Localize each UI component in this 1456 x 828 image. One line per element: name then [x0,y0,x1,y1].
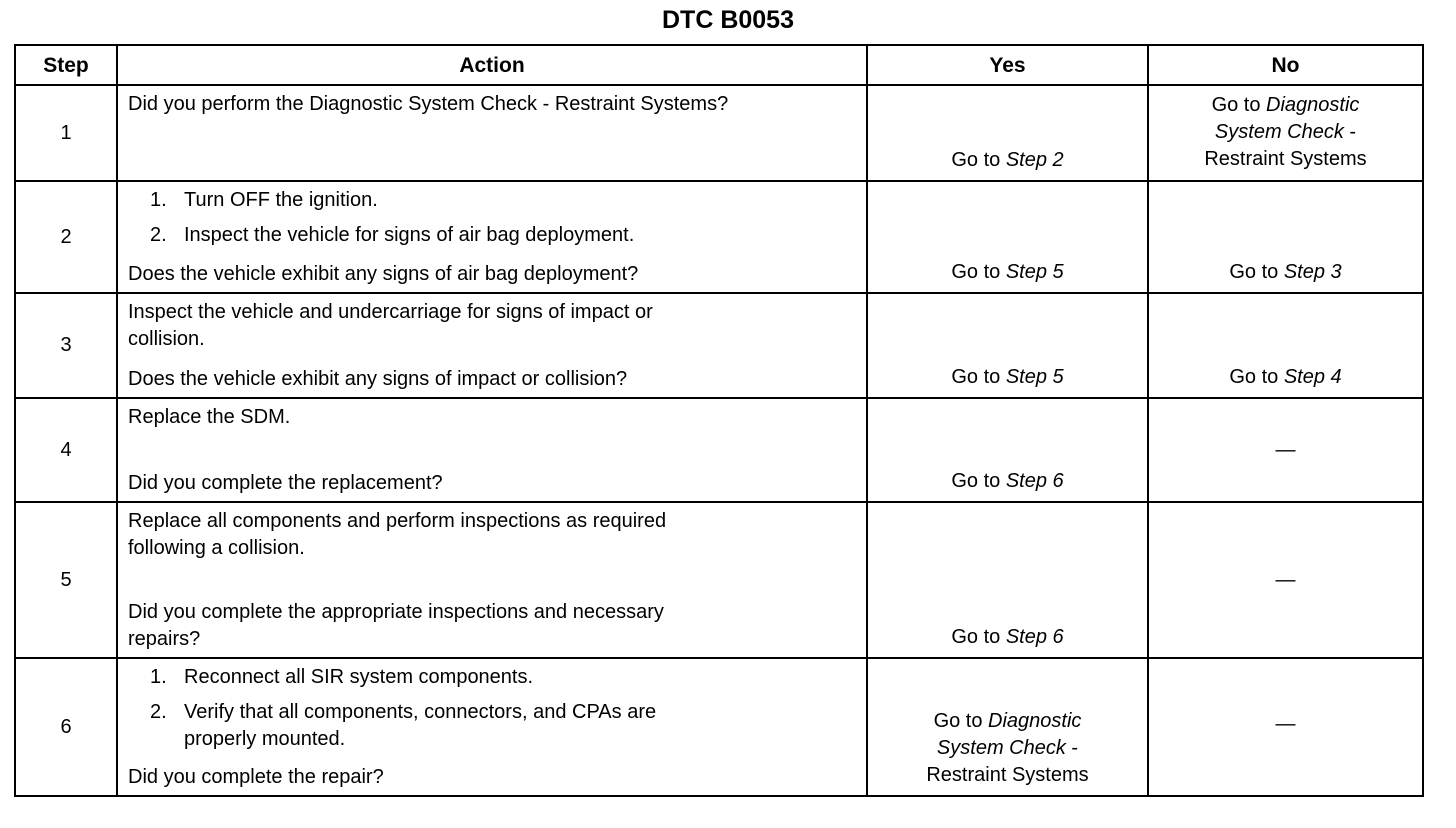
no-text: Restraint Systems [1204,148,1367,170]
no-link[interactable]: Step 3 [1283,261,1342,283]
step-number: 1 [15,85,117,181]
list-item [128,222,858,249]
table-row [15,658,1423,796]
document-title: DTC B0053 [662,6,794,34]
action-question: repairs? [128,628,201,650]
action-text: following a collision. [128,537,305,559]
list-text: Turn OFF the ignition. [184,189,378,211]
no-link[interactable]: Step 4 [1283,366,1342,388]
yes-link[interactable]: Step 5 [1005,261,1064,283]
yes-cell [867,85,1148,181]
yes-cell [867,181,1148,293]
list-item [128,664,858,691]
action-question: Did you complete the replacement? [128,472,443,494]
header-yes: Yes [867,45,1148,85]
no-cell [1148,181,1423,293]
list-item [128,187,858,214]
yes-cell [867,293,1148,398]
table-row [15,502,1423,658]
table-row [15,181,1423,293]
yes-cell [867,502,1148,658]
action-cell [117,398,867,502]
empty-dash: — [1275,568,1296,591]
yes-link[interactable]: Step 2 [1005,149,1064,171]
action-cell [117,293,867,398]
action-text: Inspect the vehicle and undercarriage for signs of impact or [128,301,653,323]
empty-dash: — [1275,438,1296,461]
yes-text: Restraint Systems [926,764,1089,786]
yes-link[interactable]: Step 5 [1005,366,1064,388]
yes-link[interactable]: Diagnostic [988,710,1082,732]
no-prefix: Go to [1229,366,1284,388]
action-question: Did you complete the repair? [128,766,384,788]
list-text: Verify that all components, connectors, and CPAs are [184,701,657,723]
table-row [15,398,1423,502]
header-step: Step [15,45,117,85]
step-number: 2 [15,181,117,293]
list-number: 1. [150,666,167,688]
no-prefix: Go to [1229,261,1284,283]
no-link[interactable]: Diagnostic [1266,94,1360,116]
table-row [15,293,1423,398]
action-cell [117,658,867,796]
header-no: No [1148,45,1423,85]
yes-cell [867,398,1148,502]
list-number: 1. [150,189,167,211]
action-cell [117,85,867,181]
no-link[interactable]: System Check [1214,121,1344,143]
yes-prefix: Go to [951,261,1006,283]
yes-link[interactable]: Step 6 [1005,470,1064,492]
yes-prefix: Go to [951,366,1006,388]
yes-prefix: Go to [951,626,1006,648]
no-cell [1148,502,1423,658]
table-header-row [15,45,1423,85]
no-suffix: - [1343,121,1357,143]
yes-prefix: Go to [951,470,1006,492]
dtc-table [14,44,1424,797]
action-text: collision. [128,328,205,350]
no-cell [1148,293,1423,398]
action-question: Does the vehicle exhibit any signs of air bag deployment? [128,263,639,285]
list-number: 2. [150,701,167,723]
yes-prefix: Go to [933,710,989,732]
header-action: Action [117,45,867,85]
empty-dash: — [1275,713,1296,735]
list-text: Inspect the vehicle for signs of air bag deployment. [184,224,635,246]
action-cell [117,181,867,293]
yes-link[interactable]: System Check [936,737,1066,759]
no-cell [1148,85,1423,181]
list-text: properly mounted. [184,728,346,750]
step-number: 6 [15,658,117,796]
action-question: Did you complete the appropriate inspections and necessary [128,601,664,623]
no-cell [1148,658,1423,796]
action-text: Replace the SDM. [128,406,291,428]
step-number: 5 [15,502,117,658]
list-item [128,699,858,753]
list-text: Reconnect all SIR system components. [184,666,534,688]
action-question: Does the vehicle exhibit any signs of impact or collision? [128,368,628,390]
action-text: Did you perform the Diagnostic System Check - Restraint Systems? [128,93,729,115]
no-prefix: Go to [1211,94,1267,116]
step-number: 4 [15,398,117,502]
yes-cell [867,658,1148,796]
no-cell [1148,398,1423,502]
step-number: 3 [15,293,117,398]
yes-suffix: - [1065,737,1079,759]
list-number: 2. [150,224,167,246]
yes-prefix: Go to [951,149,1006,171]
table-row [15,85,1423,181]
yes-link[interactable]: Step 6 [1005,626,1064,648]
action-cell [117,502,867,658]
action-text: Replace all components and perform inspections as required [128,510,667,532]
